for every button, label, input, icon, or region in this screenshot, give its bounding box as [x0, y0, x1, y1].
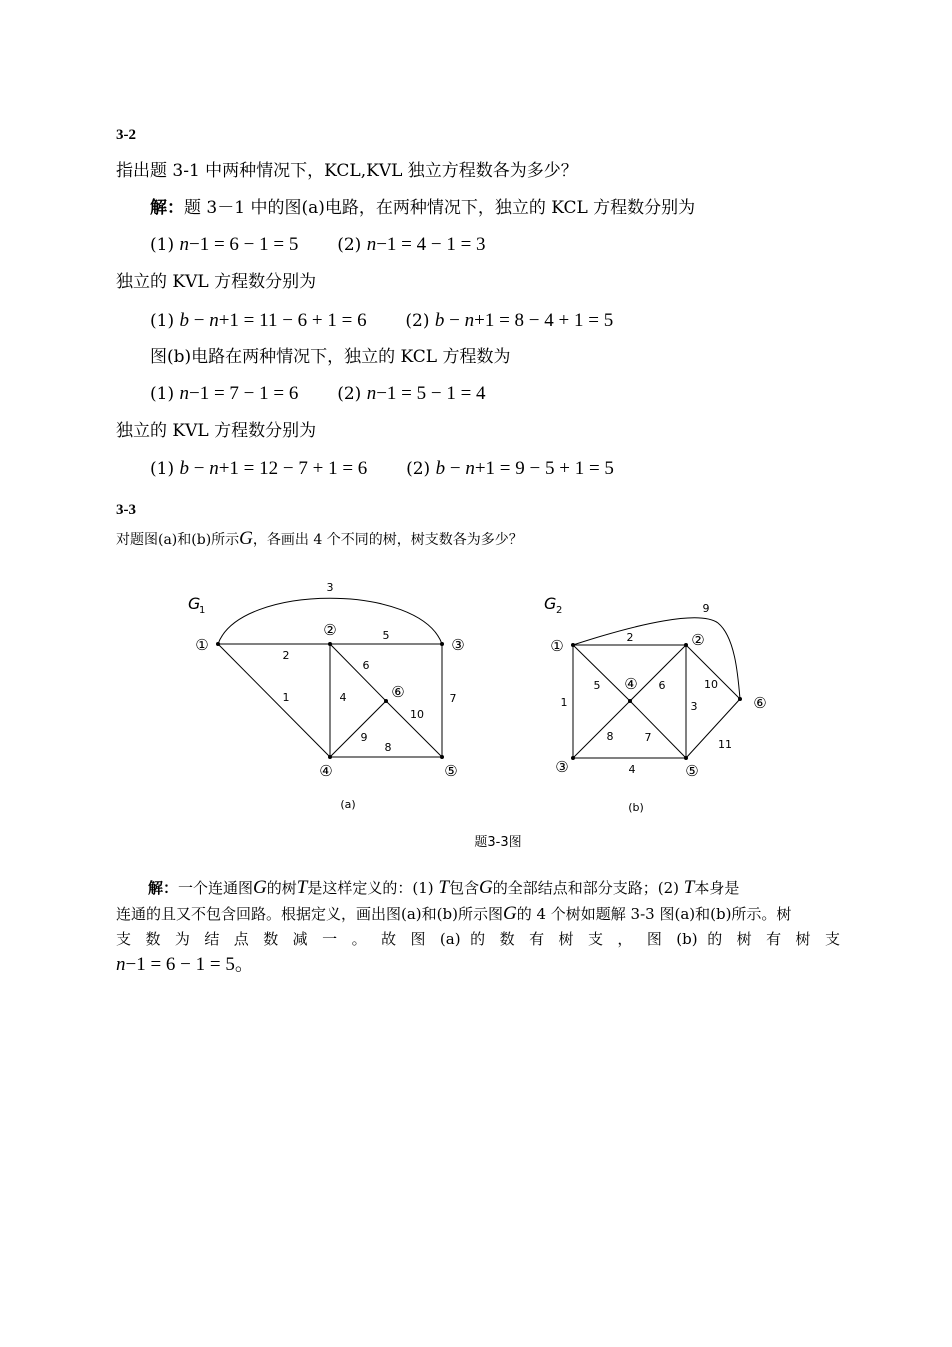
equation-value: −1 = 5 − 1 = 4 — [376, 383, 486, 404]
graph-a-caption: (a) — [340, 798, 356, 811]
case-1-label: (1) — [150, 384, 175, 404]
var-n: n — [179, 383, 189, 404]
var-G: G — [478, 877, 493, 898]
graph-b-sub: 2 — [556, 605, 563, 616]
graph-a-edge-label-5: 5 — [382, 629, 390, 642]
var-n: n — [465, 458, 475, 479]
case-2-label: (2) — [405, 311, 430, 331]
equation-value: −1 = 4 − 1 = 3 — [376, 234, 486, 255]
graph-a-node-4: ④ — [319, 762, 333, 780]
var-n: n — [464, 310, 475, 331]
graph-b-node-1: ① — [550, 637, 564, 655]
var-n: n — [116, 954, 126, 975]
var-b: b — [435, 458, 446, 479]
equation-value: +1 = 9 − 5 + 1 = 5 — [474, 458, 614, 479]
var-G: G — [239, 528, 253, 549]
graph-a-label: G — [188, 594, 201, 613]
minus-sign: − — [189, 310, 210, 331]
equation-value: −1 = 6 − 1 = 5 — [189, 234, 299, 255]
graph-b-edge-label-7: 7 — [644, 731, 652, 744]
kvl-intro-a: 独立的 KVL 方程数分别为 — [116, 272, 317, 292]
graph-a-edge-label-7: 7 — [449, 692, 457, 705]
case-1-label: (1) — [150, 235, 175, 255]
graph-b — [544, 594, 767, 814]
graph-a-node-6: ⑥ — [391, 683, 405, 701]
graph-a-edge-label-10: 10 — [410, 708, 424, 721]
var-G: G — [502, 903, 517, 924]
var-n: n — [366, 383, 377, 404]
text: 是这样定义的：(1) — [307, 879, 434, 897]
solution-label: 解： — [150, 198, 184, 218]
graph-a-edge-label-4: 4 — [339, 691, 347, 704]
graph-b-edge-label-3: 3 — [690, 700, 698, 713]
graph-a-edge-1 — [218, 644, 330, 757]
graph-a-edge-label-8: 8 — [384, 741, 392, 754]
var-n: n — [209, 310, 219, 331]
var-T: T — [438, 877, 449, 898]
text: 一个连通图 — [178, 879, 254, 897]
graph-b-edge-label-1: 1 — [560, 696, 568, 709]
solution-3-3 — [116, 875, 840, 978]
equation-value: −1 = 7 − 1 = 6 — [189, 383, 299, 404]
text: 的树 — [266, 879, 297, 897]
question-3-3 — [116, 528, 523, 551]
graph-b-edge-label-10: 10 — [704, 678, 718, 691]
text: 的 4 个树如题解 3-3 图(a)和(b)所示。树 — [516, 905, 792, 923]
solution-label: 解： — [148, 879, 179, 897]
question-3-2: 指出题 3-1 中两种情况下，KCL,KVL 独立方程数各为多少？ — [116, 161, 578, 181]
graph-a-edge-label-6: 6 — [362, 659, 370, 672]
equation-value: +1 = 8 − 4 + 1 = 5 — [474, 310, 614, 331]
case-2-label: (2) — [406, 459, 431, 479]
graph-b-edge-label-2: 2 — [626, 631, 634, 644]
minus-sign: − — [445, 458, 466, 479]
graph-a-node-5: ⑤ — [444, 762, 458, 780]
graph-a-node-1: ① — [195, 636, 209, 654]
solution-line-1 — [116, 875, 840, 901]
graph-a-edge-label-3: 3 — [326, 581, 334, 594]
equation-value: +1 = 11 − 6 + 1 = 6 — [218, 310, 367, 331]
minus-sign: − — [189, 458, 210, 479]
text: 包含 — [448, 879, 479, 897]
graph-b-label: G — [544, 594, 557, 613]
graph-a-edge-label-9: 9 — [360, 731, 368, 744]
graph-b-node-4: ④ — [624, 675, 638, 693]
solution-line-3: 支 数 为 结 点 数 减 一 。 故 图 (a) 的 数 有 树 支 ， 图 (b) 的 树 有 树 支 — [116, 930, 840, 948]
graph-a-node-2: ② — [323, 621, 337, 639]
graph-a-sub: 1 — [199, 605, 206, 616]
graph-b-edge-label-4: 4 — [628, 763, 636, 776]
graph-a-edge-9 — [330, 701, 386, 757]
kvl-intro-b: 独立的 KVL 方程数分别为 — [116, 421, 317, 441]
equation-b-kvl — [150, 458, 614, 480]
graph-a — [188, 581, 465, 811]
var-T: T — [683, 877, 695, 898]
minus-sign: − — [444, 310, 465, 331]
text: 的全部结点和部分支路；(2) — [492, 879, 679, 897]
question-text: 对题图(a)和(b)所示 — [116, 532, 240, 548]
section-heading-3-2: 3-2 — [116, 127, 136, 143]
graph-a-node-3: ③ — [451, 636, 465, 654]
graph-b-node-2: ② — [691, 631, 705, 649]
graph-b-edge-7 — [630, 701, 686, 758]
var-n: n — [179, 234, 189, 255]
equation-b-kcl — [150, 383, 486, 405]
var-T: T — [296, 877, 308, 898]
graph-b-caption: (b) — [628, 801, 644, 814]
var-n: n — [209, 458, 219, 479]
b-intro: 图(b)电路在两种情况下，独立的 KCL 方程数为 — [150, 347, 511, 367]
graph-a-edge-label-2: 2 — [282, 649, 290, 662]
var-b: b — [179, 458, 189, 479]
var-n: n — [366, 234, 377, 255]
solution-line-4 — [116, 952, 840, 978]
equation-a-kcl — [150, 234, 486, 256]
question-text: ，各画出 4 个不同的树，树支数各为多少？ — [252, 532, 523, 548]
graph-b-edge-label-8: 8 — [606, 730, 614, 743]
figure-3-3 — [0, 565, 952, 855]
solution-line-2 — [116, 901, 840, 927]
solution-intro-3-2 — [150, 197, 695, 219]
case-1-label: (1) — [150, 459, 175, 479]
figure-caption: 题3-3图 — [474, 835, 522, 850]
case-1-label: (1) — [150, 311, 175, 331]
section-heading-3-3: 3-3 — [116, 502, 136, 518]
graph-b-node-3: ③ — [555, 758, 569, 776]
var-b: b — [179, 310, 189, 331]
graph-b-node-5: ⑤ — [685, 762, 699, 780]
graph-b-edge-label-11: 11 — [718, 738, 732, 751]
equation-a-kvl — [150, 310, 613, 332]
case-2-label: (2) — [337, 384, 362, 404]
equation-value: +1 = 12 − 7 + 1 = 6 — [218, 458, 368, 479]
graph-b-edge-label-9: 9 — [702, 602, 710, 615]
graph-b-edge-label-6: 6 — [658, 679, 666, 692]
graph-b-node-6: ⑥ — [753, 694, 767, 712]
var-G: G — [253, 877, 267, 898]
graph-a-edge-6 — [330, 644, 386, 701]
case-2-label: (2) — [337, 235, 362, 255]
solution-text: 题 3－1 中的图(a)电路，在两种情况下，独立的 KCL 方程数分别为 — [184, 198, 696, 218]
graph-b-edge-label-5: 5 — [593, 679, 601, 692]
graph-b-edge-8 — [573, 701, 630, 758]
graph-b-edge-6 — [630, 645, 686, 701]
var-b: b — [434, 310, 445, 331]
text: 本身是 — [694, 879, 740, 897]
equation-value: −1 = 6 − 1 = 5。 — [125, 954, 254, 975]
graph-b-edge-5 — [573, 645, 630, 701]
text: 连通的且又不包含回路。根据定义，画出图(a)和(b)所示图 — [116, 905, 503, 923]
graph-a-edge-label-1: 1 — [282, 691, 290, 704]
